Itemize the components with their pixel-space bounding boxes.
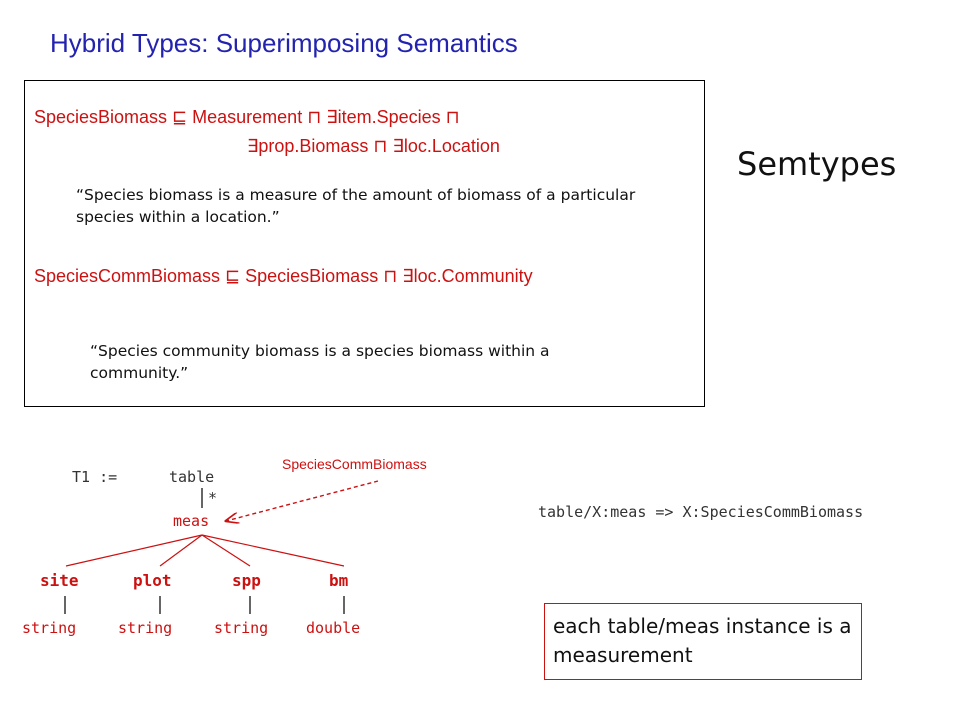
type-plot: string xyxy=(118,619,173,637)
measurement-note: each table/meas instance is a measurement xyxy=(544,603,862,680)
type-bm: double xyxy=(306,619,361,637)
meas-node: meas xyxy=(173,512,210,530)
field-spp: spp xyxy=(232,571,261,590)
field-site: site xyxy=(40,571,79,590)
semtypes-label: Semtypes xyxy=(737,145,897,183)
star-multiplicity: * xyxy=(208,489,218,507)
species-comm-biomass-quote: “Species community biomass is a species biomass within a community.” xyxy=(90,342,550,382)
meas-bm-edge xyxy=(202,535,344,566)
type-site: string xyxy=(22,619,77,637)
field-bm: bm xyxy=(329,571,349,590)
species-biomass-axiom-line2: ∃prop.Biomass ⊓ ∃loc.Location xyxy=(247,136,500,156)
slide-title: Hybrid Types: Superimposing Semantics xyxy=(50,28,518,58)
species-biomass-axiom-line1: SpeciesBiomass ⊑ Measurement ⊓ ∃item.Species ⊓ xyxy=(34,107,460,127)
type-spp: string xyxy=(214,619,269,637)
mapping-rule: table/X:meas => X:SpeciesCommBiomass xyxy=(538,503,864,521)
species-biomass-quote: “Species biomass is a measure of the amount of biomass of a particular species within a location.” xyxy=(76,186,636,226)
species-comm-biomass-annotation: SpeciesCommBiomass xyxy=(282,456,427,472)
t1-definition: T1 := xyxy=(72,468,118,486)
annotation-arrow xyxy=(226,481,378,521)
species-comm-biomass-axiom: SpeciesCommBiomass ⊑ SpeciesBiomass ⊓ ∃loc.Community xyxy=(34,266,533,286)
field-plot: plot xyxy=(133,571,172,590)
table-node: table xyxy=(169,468,215,486)
